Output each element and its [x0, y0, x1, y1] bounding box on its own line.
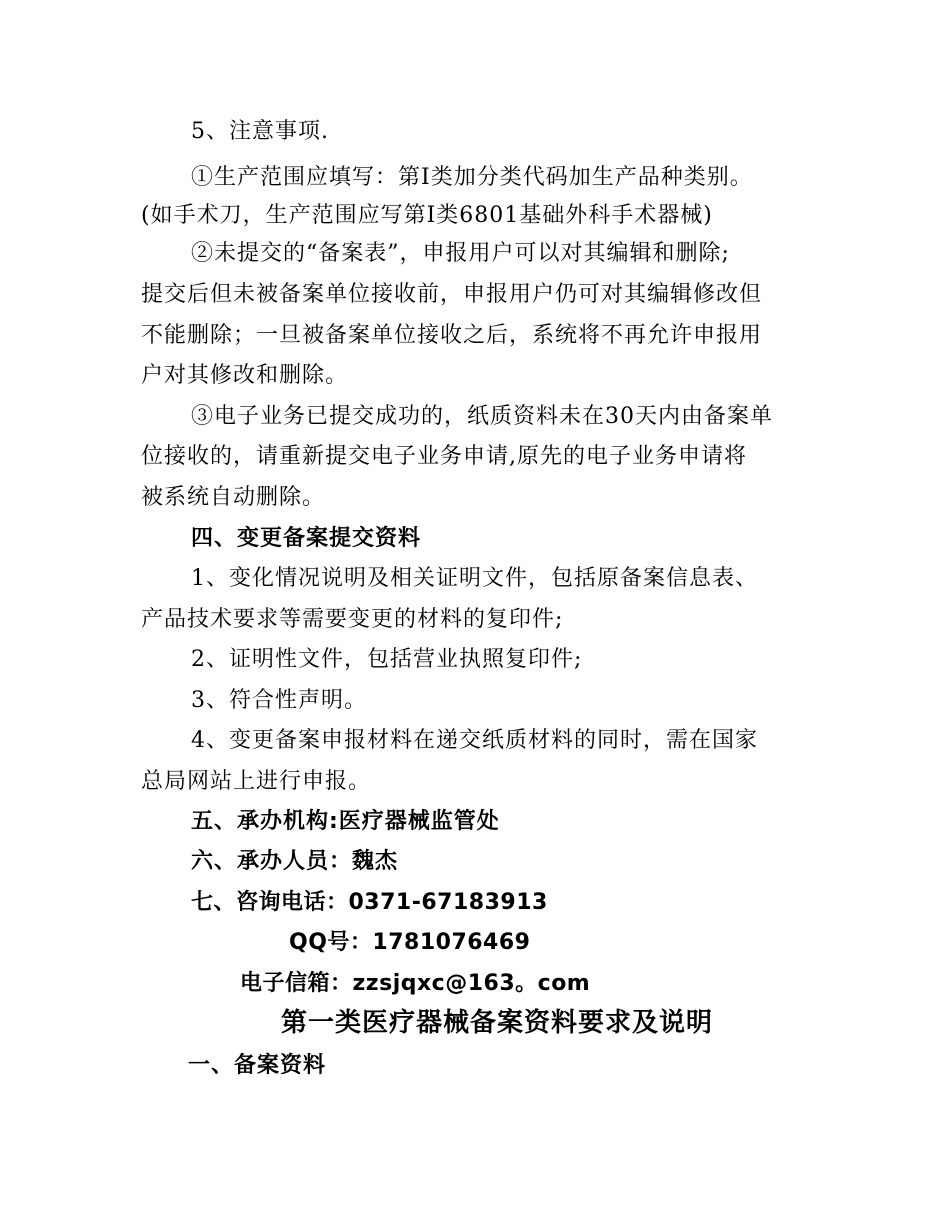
section4-item1-line1: 1、变化情况说明及相关证明文件，包括原备案信息表、 — [191, 566, 758, 591]
section5-office: 五、承办机构:医疗器械监管处 — [191, 809, 500, 834]
section4-item2: 2、证明性文件，包括营业执照复印件; — [191, 647, 583, 672]
notes-item2-line4: 户对其修改和删除。 — [141, 363, 349, 388]
notes-item2-line3: 不能删除；一旦被备案单位接收之后，系统将不再允许申报用 — [141, 323, 763, 348]
notes-item3-line2: 位接收的，请重新提交电子业务申请,原先的电子业务申请将 — [141, 444, 747, 469]
notes-item3-line3: 被系统自动删除。 — [141, 485, 326, 510]
section7-qq: QQ号：1781076469 — [289, 930, 531, 955]
notes-heading: 5、注意事项. — [191, 119, 329, 144]
section4-item3: 3、符合性声明。 — [191, 688, 367, 713]
section4-item4-line2: 总局网站上进行申报。 — [141, 769, 372, 794]
document-title: 第一类医疗器械备案资料要求及说明 — [281, 1008, 714, 1038]
notes-item2-line1: ②未提交的“备案表”，申报用户可以对其编辑和删除; — [191, 241, 730, 266]
notes-item2-line2: 提交后但未被备案单位接收前，申报用户仍可对其编辑修改但 — [141, 282, 763, 307]
next-section-heading: 一、备案资料 — [188, 1053, 327, 1078]
section4-item1-line2: 产品技术要求等需要变更的材料的复印件; — [141, 607, 564, 632]
section7-phone: 七、咨询电话：0371-67183913 — [191, 890, 548, 915]
notes-item1-line2: (如手术刀，生产范围应写第Ⅰ类6801基础外科手术器械) — [141, 203, 713, 228]
section7-email: 电子信箱：zzsjqxc@163。com — [240, 971, 591, 996]
section6-staff: 六、承办人员：魏杰 — [191, 849, 399, 874]
section4-heading: 四、变更备案提交资料 — [191, 526, 422, 551]
section4-item4-line1: 4、变更备案申报材料在递交纸质材料的同时，需在国家 — [191, 728, 758, 753]
notes-item3-line1: ③电子业务已提交成功的，纸质资料未在30天内由备案单 — [191, 404, 773, 429]
notes-item1-line1: ①生产范围应填写：第Ⅰ类加分类代码加生产品种类别。 — [191, 165, 753, 190]
